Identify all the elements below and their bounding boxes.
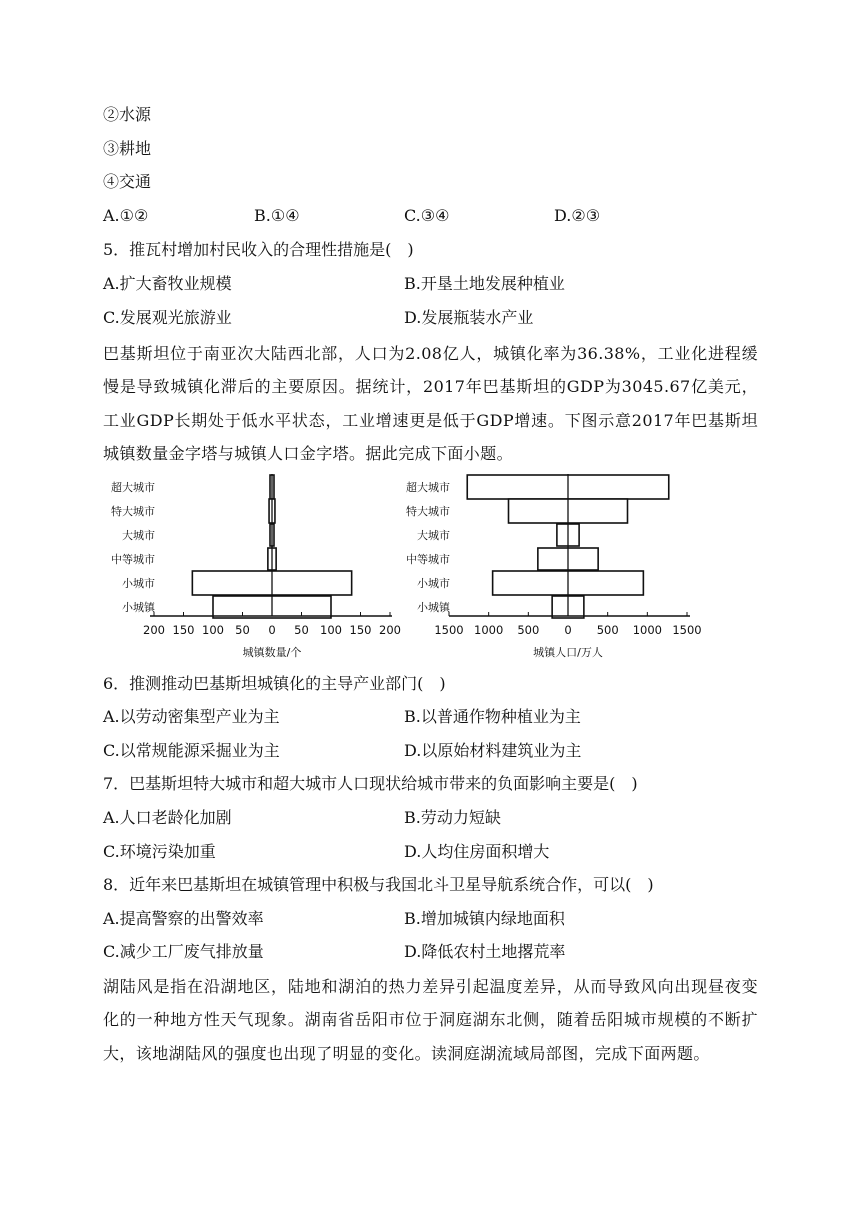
x-tick-label: 100 xyxy=(320,623,342,637)
q8-option-d: D.降低农村土地撂荒率 xyxy=(404,942,566,961)
town-count-pyramid xyxy=(111,474,401,659)
category-label: 小城镇 xyxy=(417,601,450,614)
x-tick-label: 150 xyxy=(349,623,372,637)
q6-stem: 6．推测推动巴基斯坦城镇化的主导产业部门( ) xyxy=(103,674,446,693)
category-label: 中等城市 xyxy=(406,553,450,566)
q6-option-d: D.以原始材料建筑业为主 xyxy=(404,741,582,760)
x-tick-label: 100 xyxy=(202,623,224,637)
q4-option-a: A.①② xyxy=(103,206,149,225)
category-label: 大城市 xyxy=(122,529,155,542)
q7-stem: 7．巴基斯坦特大城市和超大城市人口现状给城市带来的负面影响主要是( ) xyxy=(103,774,638,793)
x-tick-label: 50 xyxy=(294,623,309,637)
q6-option-b: B.以普通作物种植业为主 xyxy=(404,707,581,726)
option-line: ③耕地 xyxy=(103,139,152,158)
x-tick-label: 200 xyxy=(379,623,401,637)
passage-lake-breeze: 湖陆风是指在沿湖地区，陆地和湖泊的热力差异引起温度差异，从而导致风向出现昼夜变化的一种地方性天气现象。湖南省岳阳市位于洞庭湖东北侧，随着岳阳城市规模的不断扩大，该地湖陆风的强度也出现了明显的变化。读洞庭湖流域局部图，完成下面两题。 xyxy=(103,977,758,1063)
option-line: ④交通 xyxy=(103,172,152,191)
x-tick-label: 500 xyxy=(596,623,619,637)
category-label: 超大城市 xyxy=(406,481,450,494)
q6-option-a: A.以劳动密集型产业为主 xyxy=(103,707,280,726)
category-label: 特大城市 xyxy=(111,505,155,518)
x-tick-label: 1000 xyxy=(474,623,504,637)
q8-option-a: A.提高警察的出警效率 xyxy=(103,909,264,928)
q5-option-a: A.扩大畜牧业规模 xyxy=(103,274,232,293)
x-tick-label: 1500 xyxy=(434,623,464,637)
x-tick-label: 150 xyxy=(172,623,195,637)
category-label: 小城镇 xyxy=(122,601,155,614)
q5-option-d: D.发展瓶装水产业 xyxy=(404,308,534,327)
q8-option-c: C.减少工厂废气排放量 xyxy=(103,942,264,961)
x-tick-label: 500 xyxy=(517,623,540,637)
pyramid-charts xyxy=(0,470,860,670)
passage-pakistan: 巴基斯坦位于南亚次大陆西北部，人口为2.08亿人，城镇化率为36.38%，工业化进程缓慢是导致城镇化滞后的主要原因。据统计，2017年巴基斯坦的GDP为3045.67亿美元，工业GDP长期处于低水平状态，工业增速更是低于GDP增速。下图示意2017年巴基斯坦城镇数量金字塔与城镇人口金字塔。据此完成下面小题。 xyxy=(103,344,758,464)
town-population-pyramid xyxy=(406,474,702,659)
x-tick-label: 0 xyxy=(564,623,572,637)
q8-stem: 8．近年来巴基斯坦在城镇管理中积极与我国北斗卫星导航系统合作，可以( ) xyxy=(103,875,654,894)
category-label: 超大城市 xyxy=(111,481,155,494)
x-tick-label: 1500 xyxy=(672,623,702,637)
x-tick-label: 50 xyxy=(235,623,250,637)
category-label: 中等城市 xyxy=(111,553,155,566)
q4-option-c: C.③④ xyxy=(404,206,450,225)
q7-option-c: C.环境污染加重 xyxy=(103,842,216,861)
category-label: 大城市 xyxy=(417,529,450,542)
x-axis-label: 城镇人口/万人 xyxy=(533,646,603,659)
q7-option-a: A.人口老龄化加剧 xyxy=(103,808,232,827)
x-axis-label: 城镇数量/个 xyxy=(242,646,302,659)
x-tick-label: 0 xyxy=(268,623,276,637)
x-tick-label: 1000 xyxy=(632,623,662,637)
category-label: 小城市 xyxy=(122,577,155,590)
category-label: 特大城市 xyxy=(406,505,450,518)
option-line: ②水源 xyxy=(103,105,152,124)
q5-option-c: C.发展观光旅游业 xyxy=(103,308,232,327)
q5-option-b: B.开垦土地发展种植业 xyxy=(404,274,565,293)
q6-option-c: C.以常规能源采掘业为主 xyxy=(103,741,280,760)
q4-option-d: D.②③ xyxy=(554,206,601,225)
q7-option-d: D.人均住房面积增大 xyxy=(404,842,550,861)
category-label: 小城市 xyxy=(417,577,450,590)
x-tick-label: 200 xyxy=(143,623,165,637)
q8-option-b: B.增加城镇内绿地面积 xyxy=(404,909,565,928)
q5-stem: 5．推瓦村增加村民收入的合理性措施是( ) xyxy=(103,240,414,259)
q4-option-b: B.①④ xyxy=(254,206,300,225)
q7-option-b: B.劳动力短缺 xyxy=(404,808,501,827)
